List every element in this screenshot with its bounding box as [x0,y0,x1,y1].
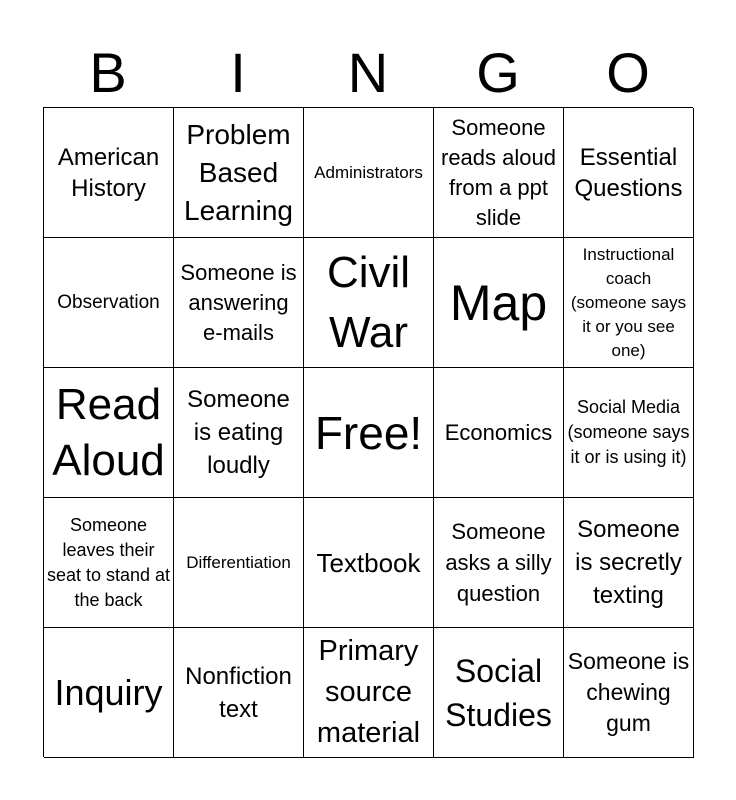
bingo-cell[interactable] [434,238,564,368]
bingo-cell[interactable] [174,108,304,238]
cell-text: Observation [57,291,160,313]
bingo-cell[interactable] [304,238,434,368]
cell-text: Nonfiction text [185,662,292,723]
cell-text: Social Media (someone says it or is using it) [567,397,690,467]
cell-text: Someone is answering e-mails [180,259,297,345]
bingo-cell[interactable] [174,238,304,368]
cell-text: Map [449,274,548,331]
cell-text: Essential Questions [574,143,683,202]
cell-text: Someone is chewing gum [567,648,690,736]
cell-text: Textbook [316,547,421,578]
bingo-cell[interactable] [44,108,174,238]
header-letter-n: N [347,41,389,104]
bingo-cell[interactable] [434,368,564,498]
cell-text: Economics [444,419,553,445]
bingo-cell[interactable] [564,238,694,368]
cell-text: Inquiry [54,671,163,713]
cell-text: Someone is eating loudly [187,386,290,479]
cell-text: Administrators [314,162,423,182]
bingo-board [43,107,693,757]
bingo-cell[interactable] [564,628,694,758]
cell-text: Someone reads aloud from a ppt slide [441,114,556,230]
cell-text: Instructional coach (someone says it or you see one) [570,244,687,360]
bingo-cell[interactable] [304,368,434,498]
bingo-cell[interactable] [44,368,174,498]
cell-text: Primary source material [316,635,421,749]
bingo-cell[interactable] [174,498,304,628]
cell-text: Problem Based Learning [184,118,293,226]
cell-text: Someone asks a silly question [445,519,552,606]
bingo-cell[interactable] [44,628,174,758]
bingo-cell[interactable] [564,498,694,628]
cell-text: Social Studies [445,652,552,733]
bingo-cell[interactable] [564,108,694,238]
header-letter-o: O [606,41,650,104]
header-letter-b: B [89,41,127,104]
bingo-cell[interactable] [174,368,304,498]
bingo-cell[interactable] [434,108,564,238]
bingo-cell[interactable] [44,238,174,368]
cell-text: Someone leaves their seat to stand at the back [46,514,171,610]
bingo-cell[interactable] [434,498,564,628]
cell-text: Civil War [326,247,411,357]
bingo-cell[interactable] [174,628,304,758]
cell-text: Free! [314,406,423,459]
header-letter-g: G [476,41,520,104]
bingo-cell[interactable] [564,368,694,498]
cell-text: American History [57,143,160,202]
bingo-header [43,40,693,106]
bingo-cell[interactable] [434,628,564,758]
header-letter-i: I [230,41,246,104]
cell-text: Read Aloud [52,379,165,485]
bingo-cell[interactable] [44,498,174,628]
bingo-cell[interactable] [304,628,434,758]
cell-text: Someone is secretly texting [575,516,682,609]
cell-text: Differentiation [186,552,291,572]
bingo-cell[interactable] [304,498,434,628]
bingo-cell[interactable] [304,108,434,238]
